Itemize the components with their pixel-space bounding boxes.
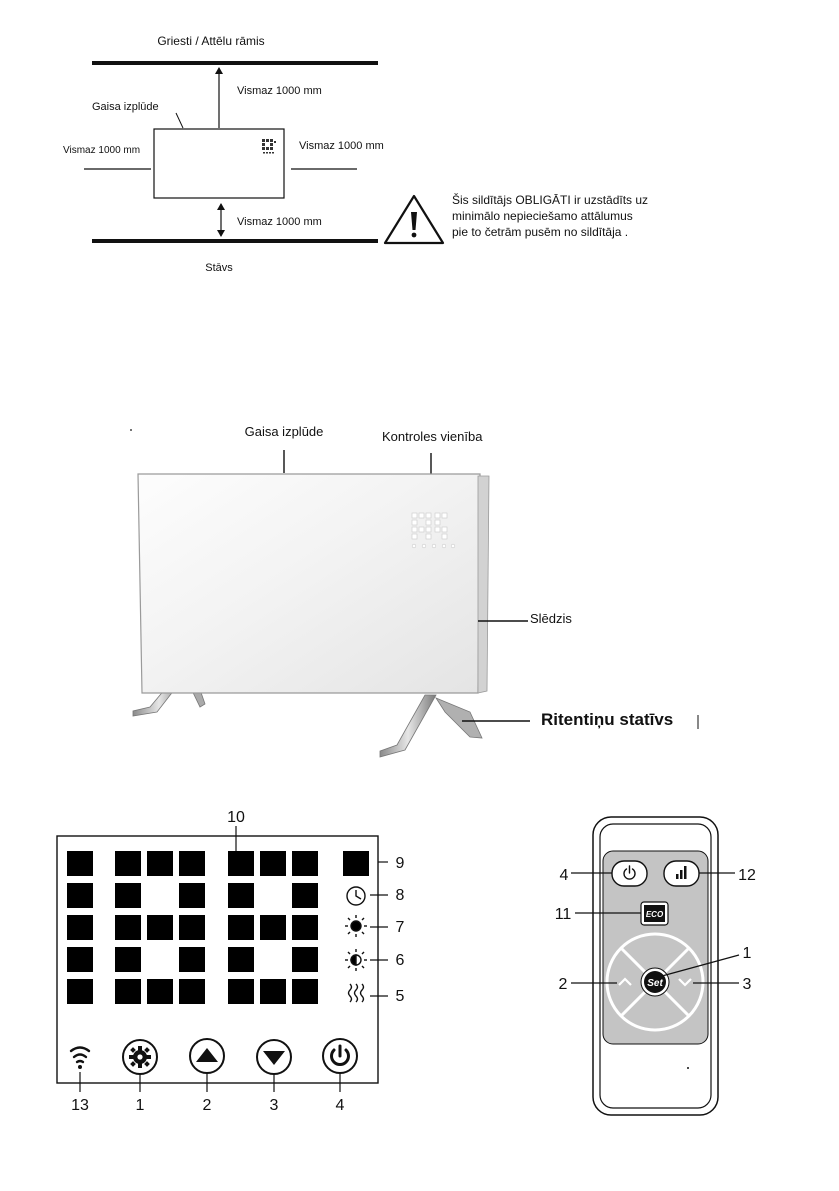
control-unit-label: Kontroles vienība — [382, 429, 483, 444]
remote-control — [555, 817, 756, 1115]
indicator-callout-7: 7 — [395, 919, 405, 936]
air-outlet-label: Gaisa izplūde — [92, 101, 159, 113]
button-callout-1: 1 — [135, 1097, 145, 1114]
indicator-callout-9: 9 — [395, 855, 405, 872]
heater-air-outlet-label: Gaisa izplūde — [244, 424, 324, 439]
remote-callout-level: 12 — [738, 867, 756, 884]
heater-illustration — [133, 424, 698, 757]
set-label: Set — [647, 978, 663, 989]
square-indicator-icon — [343, 851, 369, 876]
switch-label: Slēdzis — [530, 611, 572, 626]
stand-right — [380, 695, 482, 757]
gear-button[interactable] — [123, 1040, 157, 1074]
ceiling-label: Griesti / Attēlu rāmis — [157, 34, 265, 48]
top-clearance-label: Vismaz 1000 mm — [237, 85, 322, 97]
remote-callout-set: 1 — [742, 945, 752, 962]
remote-callout-eco: 11 — [554, 906, 572, 923]
indicator-callout-8: 8 — [395, 887, 405, 904]
down-button[interactable] — [257, 1040, 291, 1074]
clearance-diagram — [63, 34, 648, 274]
warning-icon — [385, 196, 443, 243]
eco-label: ECO — [645, 910, 664, 919]
gear-icon — [129, 1046, 151, 1068]
warning-line-1: Šis sildītājs OBLIGĀTI ir uzstādīts uz — [452, 193, 649, 207]
control-panel — [57, 809, 405, 1114]
remote-eco-button[interactable] — [641, 902, 668, 925]
remote-callout-right: 3 — [742, 976, 752, 993]
right-clearance-label: Vismaz 1000 mm — [299, 140, 384, 152]
left-clearance-label: Vismaz 1000 mm — [63, 145, 141, 156]
remote-callout-left: 2 — [558, 976, 568, 993]
up-button[interactable] — [190, 1039, 224, 1073]
remote-callout-power: 4 — [559, 867, 569, 884]
heater-panel — [138, 474, 480, 693]
air-outlet-leader — [176, 113, 183, 128]
warning-line-3: pie to četrām pusēm no sildītāja . — [452, 225, 629, 239]
stand-label: Ritentiņu statīvs — [541, 710, 674, 729]
display-callout: 10 — [227, 809, 245, 826]
button-callout-2: 2 — [202, 1097, 212, 1114]
heater-side-edge — [478, 476, 489, 693]
remote-power-button[interactable] — [612, 861, 647, 886]
floor-label: Stāvs — [205, 262, 233, 274]
button-callout-13: 13 — [71, 1097, 89, 1114]
indicator-callout-5: 5 — [395, 988, 405, 1005]
indicator-callout-6: 6 — [395, 952, 405, 969]
bottom-clearance-label: Vismaz 1000 mm — [237, 216, 322, 228]
power-button[interactable] — [323, 1039, 357, 1073]
button-callout-3: 3 — [269, 1097, 279, 1114]
button-callout-4: 4 — [335, 1097, 345, 1114]
warning-line-2: minimālo nepieciešamo attālumus — [452, 209, 633, 223]
remote-level-button[interactable] — [664, 861, 699, 886]
remote-dpad[interactable] — [607, 934, 703, 1030]
